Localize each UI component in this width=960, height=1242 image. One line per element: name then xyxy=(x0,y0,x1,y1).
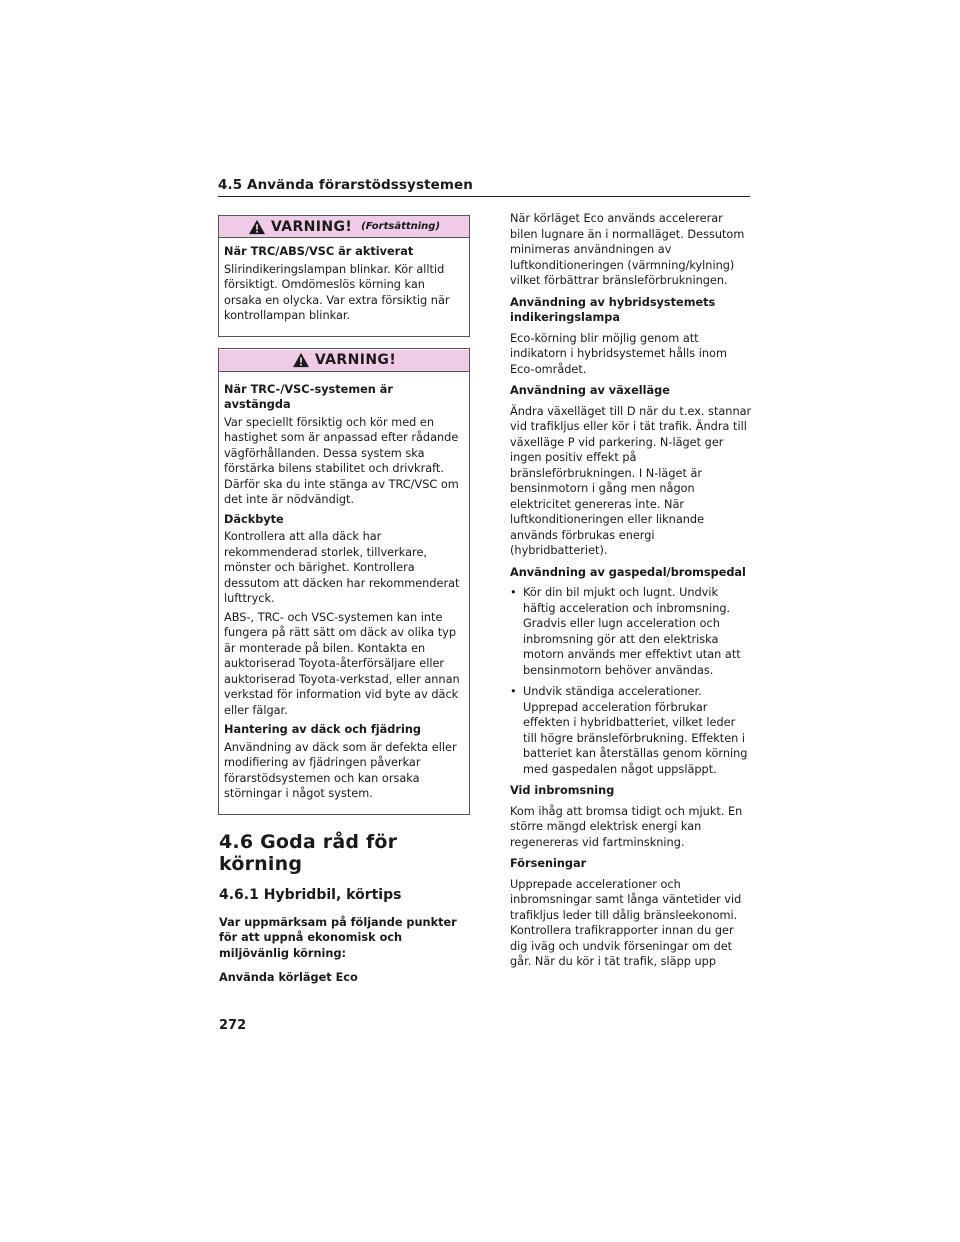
warning-triangle-icon xyxy=(248,219,266,235)
warning-box-continued xyxy=(218,215,470,337)
topic-heading: Använda körläget Eco xyxy=(219,971,358,984)
paragraph: När körläget Eco används accelererar bilen lugnare än i normalläget. Dessutom minimeras användningen av luftkonditioneringen (värmning/kylning) vilket förbättrar bränsleförbrukningen. xyxy=(510,212,745,287)
paragraph: Ändra växelläget till D när du t.ex. stannar vid trafikljus eller kör i tät trafik. Ändra till växelläge P vid parkering. N-läget ger ingen positiv effekt på bränsleförbrukningen. I N-läget är bensinmotorn i gång men någon elektricitet genereras inte. När luftkonditioneringen eller liknande används förbrukas energi (hybridbatteriet). xyxy=(510,404,752,557)
topic-heading: Vid inbromsning xyxy=(510,784,615,797)
paragraph: Kom ihåg att bromsa tidigt och mjukt. En större mängd elektrisk energi kan regenereras vid fartminskning. xyxy=(510,804,743,849)
right-column xyxy=(510,211,752,976)
left-column xyxy=(218,215,470,986)
list-item-text: Undvik ständiga accelerationer. Upprepad acceleration förbrukar effekten i hybridbatteriet, vilket leder till högre bränsleförbrukning. Effekten i batteriet kan återställas genom körning med gaspedalen något uppsläppt. xyxy=(523,685,748,776)
topic-heading: Förseningar xyxy=(510,857,587,870)
warning-text: Slirindikeringslampan blinkar. Kör alltid försiktigt. Omdömeslös körning kan orsaka en olycka. Var extra försiktig när kontrollampan blinkar. xyxy=(224,262,450,322)
warning-subheading: När TRC-/VSC-systemen är avstängda xyxy=(224,382,393,411)
topic-heading: Användning av växelläge xyxy=(510,384,670,397)
list-item xyxy=(510,684,752,777)
warning-body xyxy=(219,238,469,336)
warning-text: ABS-, TRC- och VSC-systemen kan inte fungera på rätt sätt om däck av olika typ är monterade på bilen. Kontakta en auktoriserad Toyota-återförsäljare eller auktoriserad Toyota-verkstad, eller annan verkstad för information vid byte av däck eller fälgar. xyxy=(224,610,460,717)
warning-text: Användning av däck som är defekta eller modifiering av fjädringen påverkar förarstödsystemen och kan orsaka störningar i något system. xyxy=(224,740,457,800)
subsection-title: 4.6.1 Hybridbil, körtips xyxy=(219,886,402,903)
topic-heading: Användning av hybridsystemets indikeringslampa xyxy=(510,295,716,324)
bullet-icon: • xyxy=(510,586,517,599)
warning-subheading: Däckbyte xyxy=(224,512,284,526)
warning-text: Kontrollera att alla däck har rekommenderad storlek, tillverkare, mönster och bärighet. Kontrollera dessutom att däcken har rekommenderat lufttryck. xyxy=(224,530,460,605)
topic-heading: Användning av gaspedal/bromspedal xyxy=(510,565,746,579)
warning-title: VARNING! xyxy=(270,218,353,235)
warning-text: Var speciellt försiktig och kör med en hastighet som är anpassad efter rådande vägförhållanden. Dessa system ska förstärka bilens stabilitet och drivkraft. Därför ska du inte stänga av TRC/VSC om det inte är nödvändigt. xyxy=(224,415,459,506)
warning-subheading: Hantering av däck och fjädring xyxy=(224,723,421,736)
warning-triangle-icon xyxy=(292,352,310,368)
list-item xyxy=(510,585,752,678)
paragraph: Eco-körning blir möjlig genom att indikatorn i hybridsystemet hålls inom Eco-området. xyxy=(510,331,727,376)
bullet-icon: • xyxy=(510,685,517,698)
section-title: 4.6 Goda råd för körning xyxy=(219,830,398,875)
warning-subheading: När TRC/ABS/VSC är aktiverat xyxy=(224,245,414,258)
warning-header xyxy=(219,216,469,238)
warning-header xyxy=(219,350,469,372)
section-header: 4.5 Använda förarstödssystemen xyxy=(218,177,750,197)
list-item-text: Kör din bil mjukt och lugnt. Undvik häftig acceleration och inbromsning. Gradvis eller lugn acceleration och inbromsning gör att den elektriska motorn används mer effektivt utan att bensinmotorn behöver användas. xyxy=(523,586,741,677)
warning-body xyxy=(219,372,469,814)
warning-continued-label: (Fortsättning) xyxy=(361,221,441,232)
page-number: 272 xyxy=(219,1018,247,1033)
lead-text: Var uppmärksam på följande punkter för att uppnå ekonomisk och miljövänlig körning: xyxy=(219,915,457,960)
warning-box xyxy=(218,348,470,815)
paragraph: Upprepade accelerationer och inbromsningar samt långa väntetider vid trafikljus leder till dålig bränsleekonomi. Kontrollera trafikrapporter innan du ger dig iväg och undvik förseningar om det går. När du kör i tät trafik, släpp upp xyxy=(510,877,742,968)
warning-title: VARNING! xyxy=(314,352,397,368)
